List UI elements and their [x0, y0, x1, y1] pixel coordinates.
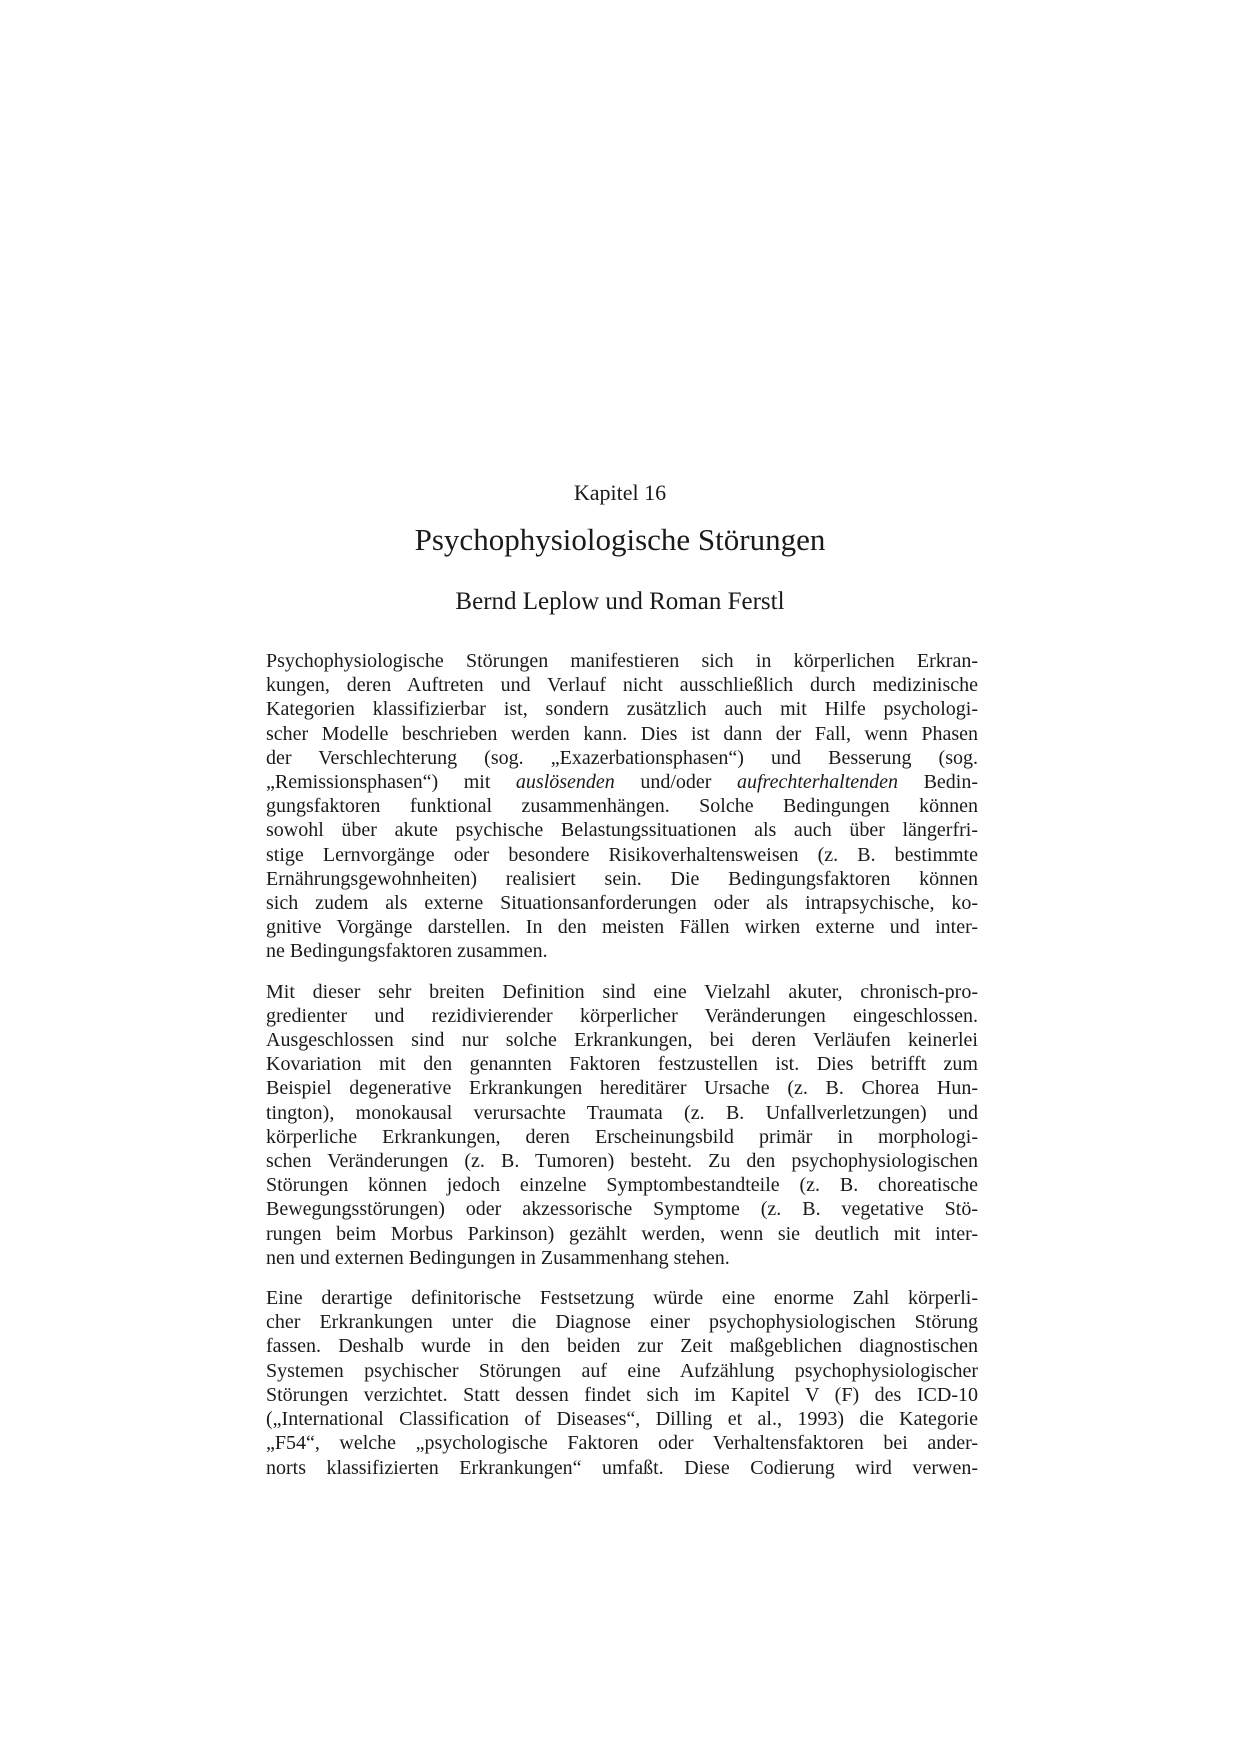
text-line: kungen, deren Auftreten und Verlauf nicht ausschließlich durch medizinische — [266, 674, 978, 697]
text-line: rungen beim Morbus Parkinson) gezählt werden, wenn sie deutlich mit inter- — [266, 1222, 978, 1245]
text-line: cher Erkrankungen unter die Diagnose einer psychophysiologischen Störung — [266, 1311, 978, 1334]
paragraph-2 — [266, 980, 978, 1270]
text-line: gnitive Vorgänge darstellen. In den meisten Fällen wirken externe und inter- — [266, 916, 978, 939]
text-line: gungsfaktoren funktional zusammenhängen. Solche Bedingungen können — [266, 795, 978, 818]
text-line: sowohl über akute psychische Belastungssituationen als auch über längerfri- — [266, 819, 978, 842]
text-line: Eine derartige definitorische Festsetzung würde eine enorme Zahl körperli- — [266, 1287, 978, 1310]
text-line: Kovariation mit den genannten Faktoren festzustellen ist. Dies betrifft zum — [266, 1053, 978, 1076]
text-line: nen und externen Bedingungen in Zusammenhang stehen. — [266, 1246, 730, 1269]
text-line: körperliche Erkrankungen, deren Erscheinungsbild primär in morphologi- — [266, 1125, 978, 1148]
paragraph-1 — [266, 649, 978, 964]
text-segment: und/oder — [614, 771, 737, 794]
text-line: „F54“, welche „psychologische Faktoren oder Verhaltensfaktoren bei ander- — [266, 1432, 978, 1455]
text-line: der Verschlechterung (sog. „Exazerbationsphasen“) und Besserung (sog. — [266, 746, 978, 769]
text-line-with-emphasis — [266, 770, 978, 794]
text-line: sich zudem als externe Situationsanforderungen oder als intrapsychische, ko- — [266, 892, 978, 915]
text-line: („International Classification of Diseases“, Dilling et al., 1993) die Kategorie — [266, 1408, 978, 1431]
text-line: norts klassifizierten Erkrankungen“ umfaßt. Diese Codierung wird verwen- — [266, 1456, 978, 1479]
text-line: Beispiel degenerative Erkrankungen hereditärer Ursache (z. B. Chorea Hun- — [266, 1077, 978, 1100]
chapter-label: Kapitel 16 — [573, 480, 667, 505]
text-line: Störungen können jedoch einzelne Symptombestandteile (z. B. choreatische — [266, 1174, 978, 1197]
text-line: Bewegungsstörungen) oder akzessorische Symptome (z. B. vegetative Stö- — [266, 1198, 978, 1221]
text-line: Psychophysiologische Störungen manifestieren sich in körperlichen Erkran- — [266, 650, 978, 672]
body-text — [266, 649, 978, 1496]
text-line: Ernährungsgewohnheiten) realisiert sein. Die Bedingungsfaktoren können — [266, 867, 978, 890]
text-segment: Bedin- — [898, 771, 979, 794]
emphasis-auslosenden: auslösenden — [515, 771, 615, 794]
text-line: Störungen verzichtet. Statt dessen findet sich im Kapitel V (F) des ICD-10 — [266, 1383, 978, 1406]
text-line: Mit dieser sehr breiten Definition sind eine Vielzahl akuter, chronisch-pro- — [266, 980, 978, 1003]
chapter-authors: Bernd Leplow und Roman Ferstl — [455, 588, 785, 615]
text-segment: „Remissionsphasen“) mit — [266, 771, 516, 794]
text-line: Systemen psychischer Störungen auf eine Aufzählung psychophysiologischer — [266, 1359, 978, 1382]
text-line: ne Bedingungsfaktoren zusammen. — [266, 940, 548, 963]
text-line: scher Modelle beschrieben werden kann. Dies ist dann der Fall, wenn Phasen — [266, 722, 978, 745]
paragraph-3 — [266, 1286, 978, 1480]
text-line: Ausgeschlossen sind nur solche Erkrankungen, bei deren Verläufen keinerlei — [266, 1029, 978, 1052]
chapter-title: Psychophysiologische Störungen — [414, 522, 826, 557]
text-line: tington), monokausal verursachte Traumata (z. B. Unfallverletzungen) und — [266, 1101, 978, 1124]
text-line: fassen. Deshalb wurde in den beiden zur Zeit maßgeblichen diagnostischen — [266, 1335, 978, 1358]
emphasis-aufrechterhaltenden: aufrechterhaltenden — [736, 771, 899, 794]
text-line: Kategorien klassifizierbar ist, sondern zusätzlich auch mit Hilfe psychologi- — [266, 698, 978, 721]
text-line: schen Veränderungen (z. B. Tumoren) besteht. Zu den psychophysiologischen — [266, 1150, 978, 1173]
text-line: gredienter und rezidivierender körperlicher Veränderungen eingeschlossen. — [266, 1004, 978, 1027]
text-line: stige Lernvorgänge oder besondere Risikoverhaltensweisen (z. B. bestimmte — [266, 843, 978, 866]
